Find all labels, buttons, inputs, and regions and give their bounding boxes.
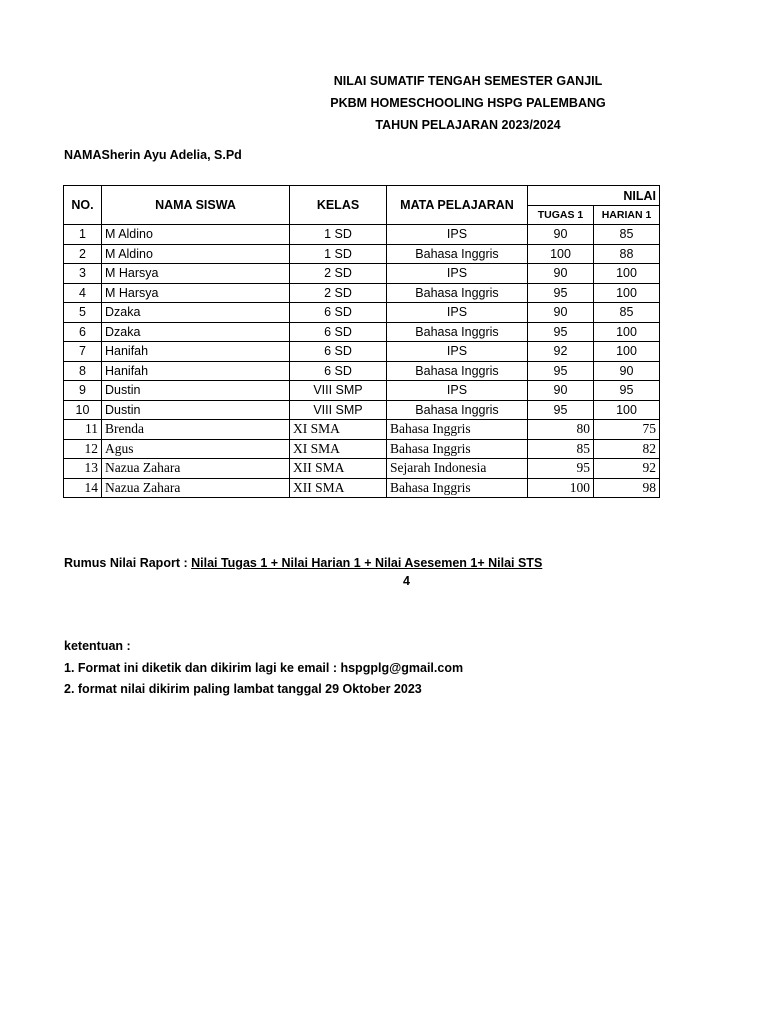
cell-class: VIII SMP [290, 400, 387, 420]
cell-subject: Sejarah Indonesia [387, 459, 528, 479]
cell-student-name: Dzaka [102, 322, 290, 342]
cell-class: 6 SD [290, 322, 387, 342]
cell-harian1: 100 [594, 283, 660, 303]
header-institution: PKBM HOMESCHOOLING HSPG PALEMBANG [330, 96, 606, 110]
col-header-no: NO. [64, 186, 102, 225]
cell-harian1: 88 [594, 244, 660, 264]
cell-student-name: M Harsya [102, 283, 290, 303]
cell-student-name: Nazua Zahara [102, 478, 290, 498]
notes-title: ketentuan : [64, 639, 131, 653]
cell-tugas1: 100 [528, 478, 594, 498]
table-row [64, 478, 660, 498]
cell-student-name: Dustin [102, 381, 290, 401]
cell-harian1: 100 [594, 322, 660, 342]
cell-subject: Bahasa Inggris [387, 244, 528, 264]
header-title: NILAI SUMATIF TENGAH SEMESTER GANJIL [333, 74, 603, 88]
table-row [64, 420, 660, 440]
col-header-class: KELAS [290, 186, 387, 225]
cell-no: 5 [64, 303, 102, 323]
notes-item: 2. format nilai dikirim paling lambat tanggal 29 Oktober 2023 [64, 682, 422, 696]
cell-no: 2 [64, 244, 102, 264]
document-header [0, 70, 768, 136]
cell-tugas1: 85 [528, 439, 594, 459]
cell-tugas1: 92 [528, 342, 594, 362]
teacher-line [64, 148, 242, 162]
cell-subject: IPS [387, 225, 528, 245]
cell-class: 2 SD [290, 283, 387, 303]
cell-harian1: 92 [594, 459, 660, 479]
cell-harian1: 100 [594, 264, 660, 284]
cell-class: VIII SMP [290, 381, 387, 401]
table-row [64, 303, 660, 323]
col-header-subject: MATA PELAJARAN [387, 186, 528, 225]
cell-no: 8 [64, 361, 102, 381]
table-header-row [64, 186, 660, 206]
teacher-name: Sherin Ayu Adelia, S.Pd [101, 148, 242, 162]
cell-harian1: 100 [594, 400, 660, 420]
cell-no: 12 [64, 439, 102, 459]
cell-tugas1: 95 [528, 322, 594, 342]
cell-no: 14 [64, 478, 102, 498]
cell-tugas1: 80 [528, 420, 594, 440]
table-row [64, 361, 660, 381]
cell-tugas1: 90 [528, 303, 594, 323]
table-row [64, 322, 660, 342]
cell-class: 6 SD [290, 361, 387, 381]
cell-subject: IPS [387, 303, 528, 323]
formula-denominator: 4 [403, 574, 410, 588]
cell-class: XII SMA [290, 459, 387, 479]
cell-tugas1: 90 [528, 381, 594, 401]
cell-harian1: 85 [594, 225, 660, 245]
cell-student-name: Dustin [102, 400, 290, 420]
cell-tugas1: 100 [528, 244, 594, 264]
cell-harian1: 75 [594, 420, 660, 440]
cell-subject: Bahasa Inggris [387, 420, 528, 440]
cell-subject: Bahasa Inggris [387, 439, 528, 459]
cell-class: 6 SD [290, 303, 387, 323]
table-row [64, 342, 660, 362]
cell-subject: Bahasa Inggris [387, 478, 528, 498]
table-row [64, 264, 660, 284]
cell-class: 1 SD [290, 225, 387, 245]
cell-no: 11 [64, 420, 102, 440]
cell-subject: IPS [387, 342, 528, 362]
cell-student-name: Nazua Zahara [102, 459, 290, 479]
cell-no: 1 [64, 225, 102, 245]
cell-subject: Bahasa Inggris [387, 283, 528, 303]
cell-subject: Bahasa Inggris [387, 361, 528, 381]
cell-tugas1: 90 [528, 264, 594, 284]
col-header-score-group: NILAI [528, 186, 660, 206]
table-body [64, 225, 660, 498]
cell-harian1: 90 [594, 361, 660, 381]
cell-class: 1 SD [290, 244, 387, 264]
cell-subject: Bahasa Inggris [387, 400, 528, 420]
cell-class: XII SMA [290, 478, 387, 498]
cell-class: XI SMA [290, 439, 387, 459]
cell-subject: IPS [387, 264, 528, 284]
formula-numerator: Nilai Tugas 1 + Nilai Harian 1 + Nilai Asesemen 1+ Nilai STS [191, 556, 543, 570]
cell-student-name: Agus [102, 439, 290, 459]
cell-subject: IPS [387, 381, 528, 401]
cell-student-name: M Harsya [102, 264, 290, 284]
formula-label: Rumus Nilai Raport : [64, 556, 192, 570]
table-row [64, 381, 660, 401]
notes-section [64, 636, 463, 701]
cell-no: 13 [64, 459, 102, 479]
cell-class: XI SMA [290, 420, 387, 440]
cell-harian1: 100 [594, 342, 660, 362]
cell-no: 3 [64, 264, 102, 284]
cell-no: 10 [64, 400, 102, 420]
cell-student-name: Brenda [102, 420, 290, 440]
cell-tugas1: 95 [528, 361, 594, 381]
cell-harian1: 95 [594, 381, 660, 401]
cell-student-name: M Aldino [102, 244, 290, 264]
cell-harian1: 85 [594, 303, 660, 323]
formula-line [64, 556, 542, 570]
notes-item: 1. Format ini diketik dan dikirim lagi ke email : hspgplg@gmail.com [64, 660, 464, 675]
col-header-tugas1: TUGAS 1 [528, 206, 594, 225]
table-row [64, 459, 660, 479]
cell-no: 6 [64, 322, 102, 342]
cell-no: 7 [64, 342, 102, 362]
table-row [64, 439, 660, 459]
table-row [64, 225, 660, 245]
cell-student-name: Hanifah [102, 342, 290, 362]
header-academic-year: TAHUN PELAJARAN 2023/2024 [375, 118, 561, 132]
col-header-harian1: HARIAN 1 [594, 206, 660, 225]
teacher-label: NAMA [64, 148, 102, 162]
table-row [64, 400, 660, 420]
cell-tugas1: 90 [528, 225, 594, 245]
col-header-name: NAMA SISWA [102, 186, 290, 225]
cell-harian1: 98 [594, 478, 660, 498]
grades-table [63, 185, 660, 498]
cell-harian1: 82 [594, 439, 660, 459]
cell-student-name: M Aldino [102, 225, 290, 245]
table-row [64, 244, 660, 264]
cell-class: 6 SD [290, 342, 387, 362]
cell-student-name: Dzaka [102, 303, 290, 323]
cell-tugas1: 95 [528, 400, 594, 420]
cell-no: 9 [64, 381, 102, 401]
cell-no: 4 [64, 283, 102, 303]
cell-class: 2 SD [290, 264, 387, 284]
cell-student-name: Hanifah [102, 361, 290, 381]
cell-tugas1: 95 [528, 283, 594, 303]
table-row [64, 283, 660, 303]
cell-subject: Bahasa Inggris [387, 322, 528, 342]
cell-tugas1: 95 [528, 459, 594, 479]
